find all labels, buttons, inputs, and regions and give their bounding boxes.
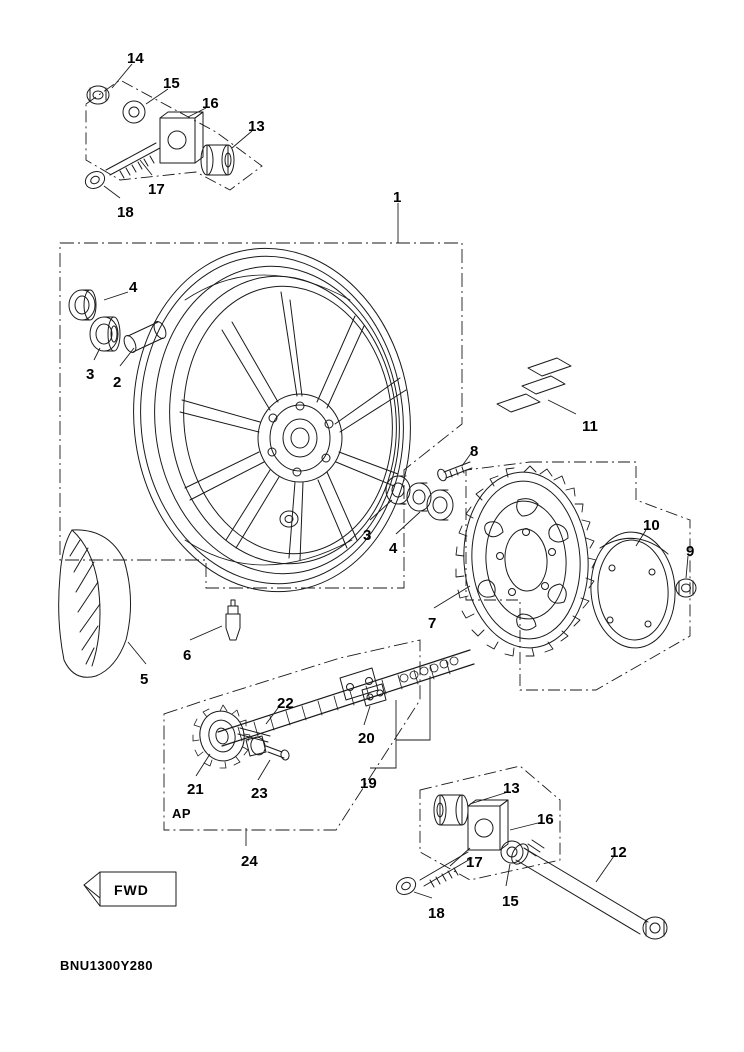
callout-18-right: 18 bbox=[428, 905, 445, 922]
part-6-air-valve bbox=[226, 600, 240, 640]
callout-8: 8 bbox=[470, 443, 479, 460]
callout-22: 22 bbox=[277, 695, 294, 712]
part-1-rear-wheel bbox=[117, 235, 427, 606]
part-3-bearing-left bbox=[90, 317, 120, 351]
callout-19: 19 bbox=[360, 775, 377, 792]
callout-1: 1 bbox=[393, 189, 402, 206]
part-18-nut-right bbox=[393, 874, 418, 898]
part-12-rear-axle bbox=[508, 840, 667, 939]
callout-24: 24 bbox=[241, 853, 258, 870]
callout-9: 9 bbox=[686, 543, 695, 560]
callout-17: 17 bbox=[148, 181, 165, 198]
part-16-adjuster-block bbox=[160, 112, 203, 163]
callout-21: 21 bbox=[187, 781, 204, 798]
part-24-drive-chain bbox=[218, 650, 474, 746]
part-13-collar-right bbox=[434, 795, 468, 825]
group-boundaries bbox=[60, 80, 690, 880]
callout-7: 7 bbox=[428, 615, 437, 632]
callout-16: 16 bbox=[202, 95, 219, 112]
ap-group-label: AP bbox=[172, 806, 192, 821]
callout-20: 20 bbox=[358, 730, 375, 747]
callout-18: 18 bbox=[117, 204, 134, 221]
callout-11: 11 bbox=[582, 418, 598, 435]
part-4-oil-seal-left bbox=[69, 290, 96, 320]
callout-12: 12 bbox=[610, 844, 627, 861]
part-5-tire bbox=[59, 530, 131, 677]
callout-6: 6 bbox=[183, 647, 192, 664]
callout-3-left: 3 bbox=[86, 366, 95, 383]
callout-14: 14 bbox=[127, 50, 144, 67]
callout-15: 15 bbox=[163, 75, 180, 92]
part-code: BNU1300Y280 bbox=[60, 958, 153, 973]
part-7-driven-sprocket bbox=[456, 466, 596, 656]
part-17-adjusting-bolt bbox=[106, 143, 160, 178]
callout-16-right: 16 bbox=[537, 811, 554, 828]
part-8-sprocket-bolt bbox=[436, 462, 472, 482]
callout-5: 5 bbox=[140, 671, 149, 688]
part-16-adjuster-block-right bbox=[468, 800, 508, 850]
callout-13-right: 13 bbox=[503, 780, 520, 797]
callout-4-left: 4 bbox=[129, 279, 138, 296]
part-9-nut bbox=[676, 579, 696, 597]
part-10-sprocket-cover bbox=[587, 529, 679, 651]
callout-17-right: 17 bbox=[466, 854, 483, 871]
callout-4-right: 4 bbox=[389, 540, 398, 557]
callout-3-right: 3 bbox=[363, 527, 372, 544]
callout-23: 23 bbox=[251, 785, 268, 802]
part-11-shims bbox=[497, 358, 571, 412]
callout-2: 2 bbox=[113, 374, 122, 391]
fwd-label: FWD bbox=[114, 882, 149, 898]
part-21-drive-sprocket bbox=[193, 705, 250, 768]
part-23-fastener bbox=[246, 736, 290, 761]
part-17-adjusting-bolt-right bbox=[420, 852, 472, 887]
part-18-nut bbox=[82, 168, 107, 192]
part-13-collar bbox=[201, 145, 234, 175]
callout-15-right: 15 bbox=[502, 893, 519, 910]
part-15-washer bbox=[123, 101, 145, 123]
callout-10: 10 bbox=[643, 517, 660, 534]
callout-13: 13 bbox=[248, 118, 265, 135]
